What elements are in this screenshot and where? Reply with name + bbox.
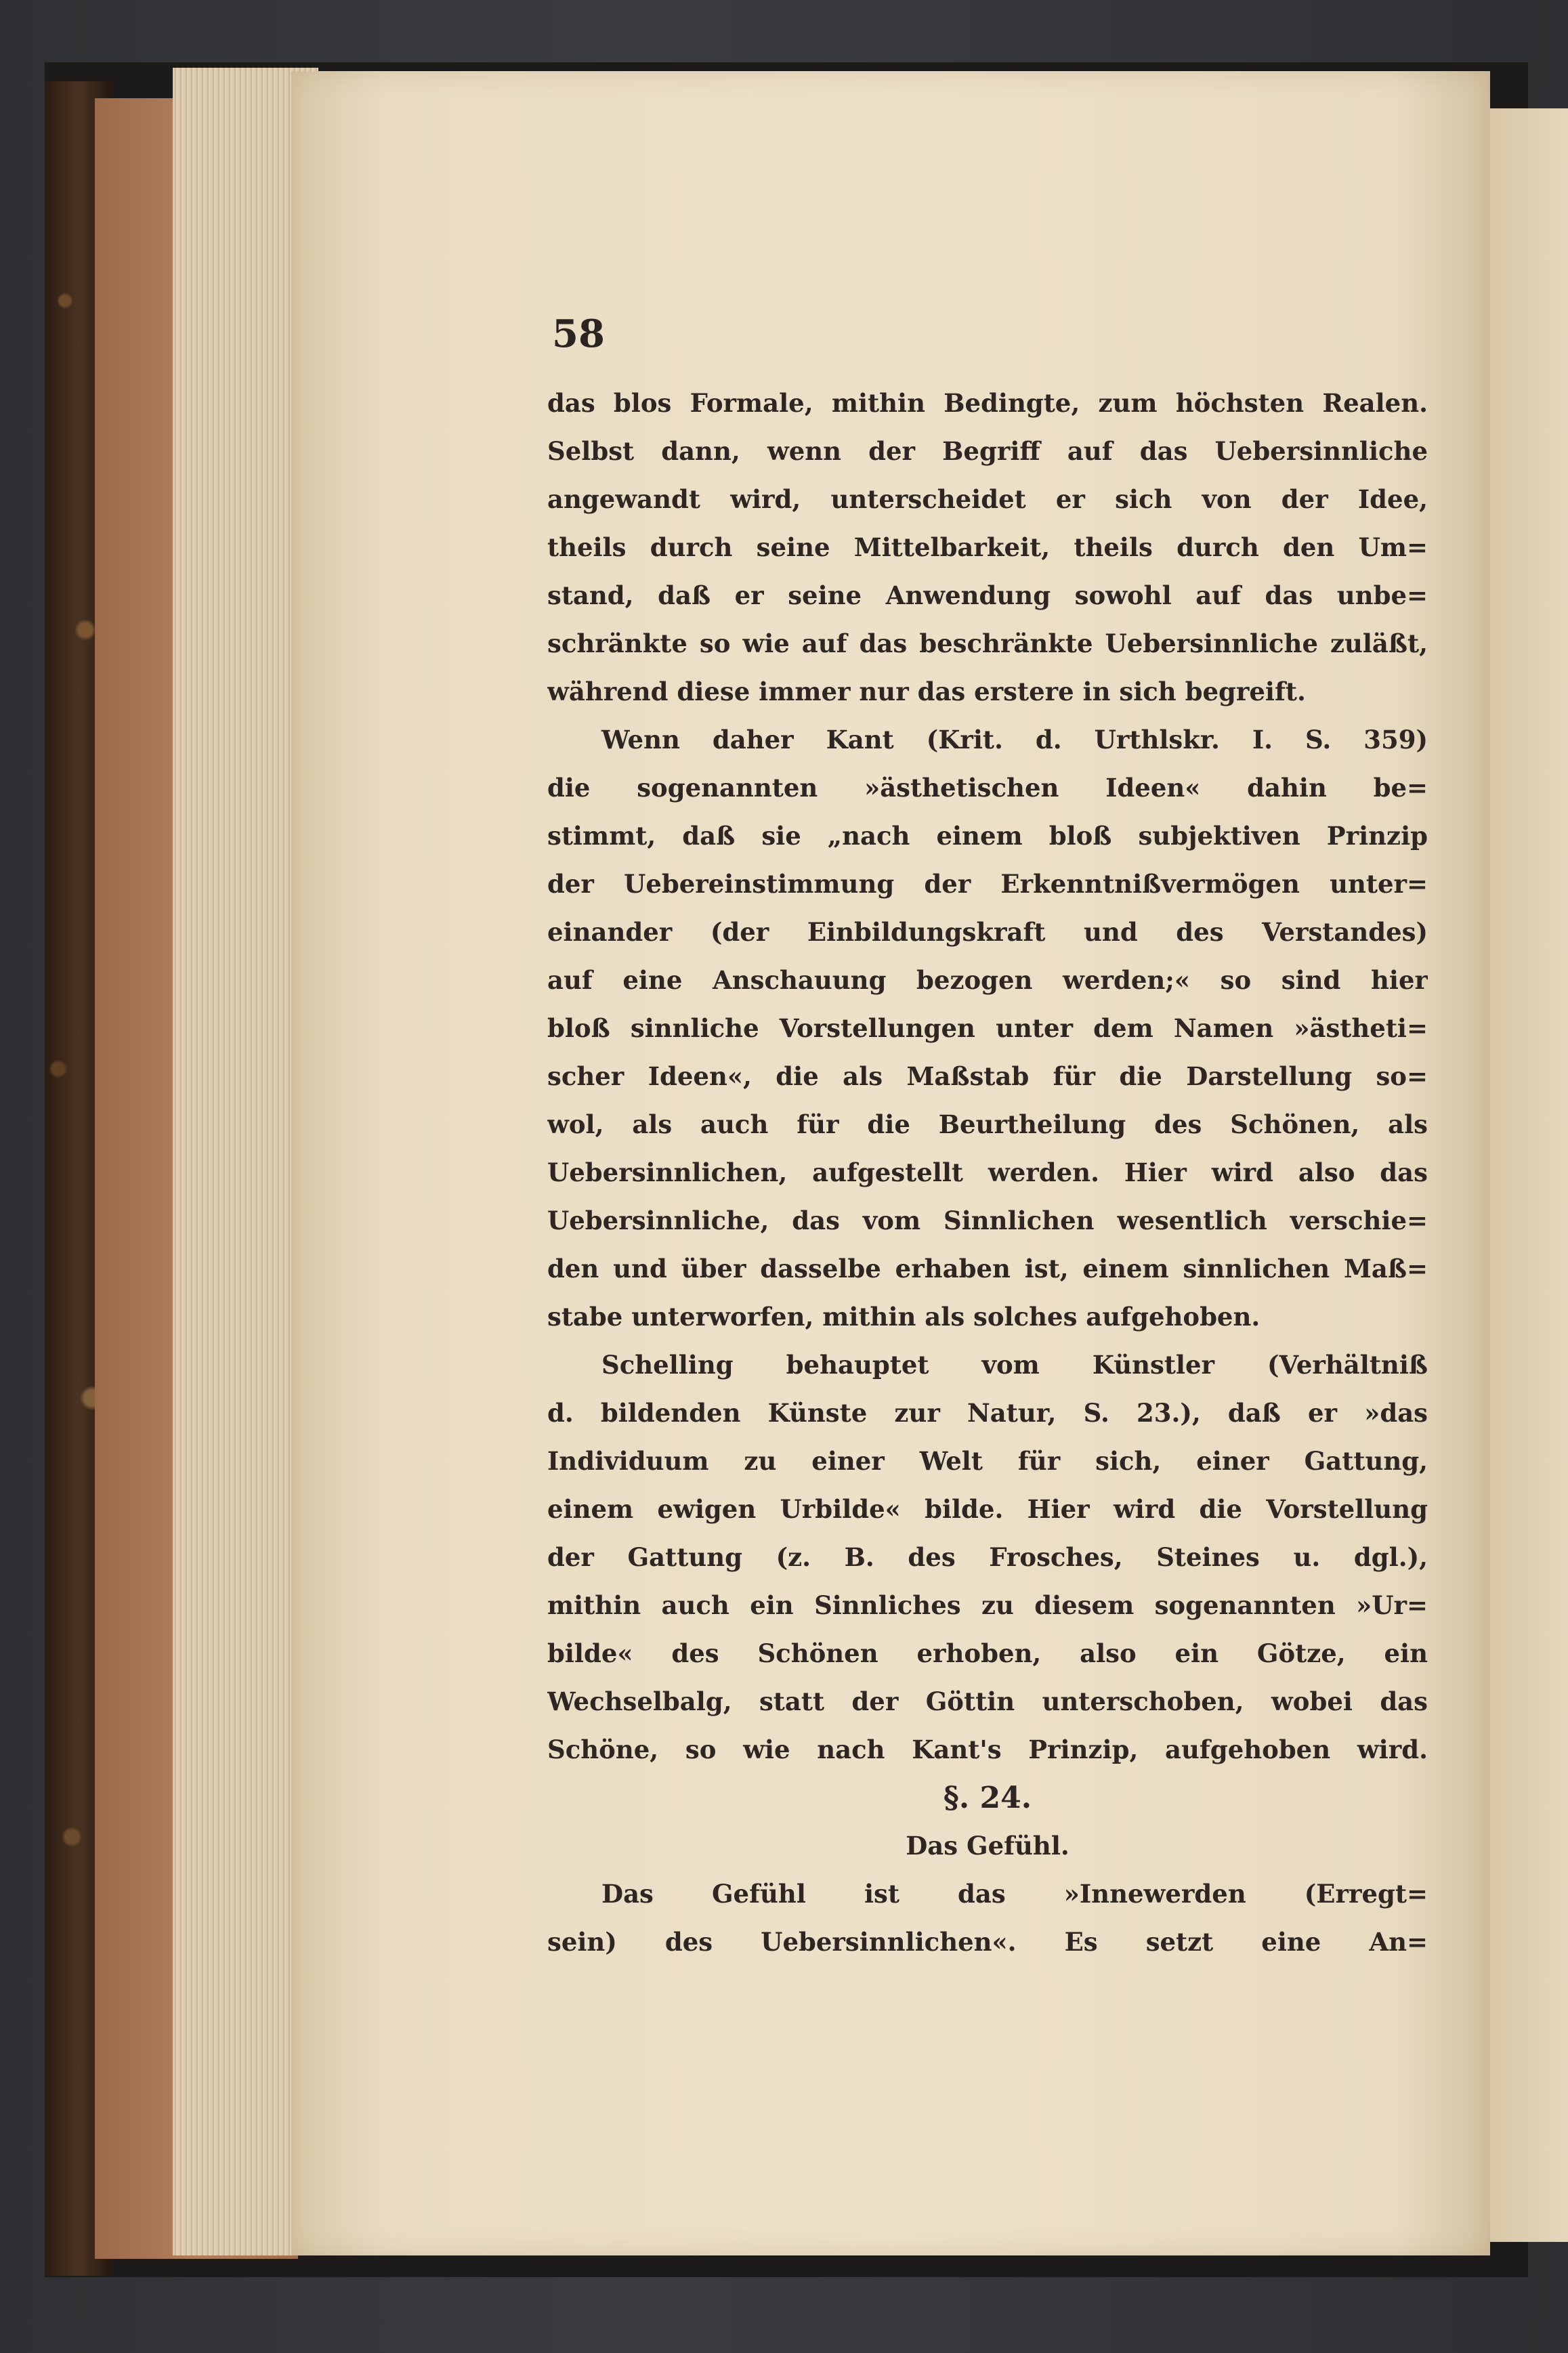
section-title: Das Gefühl. bbox=[906, 1831, 1069, 1861]
text-line: den und über dasselbe erhaben ist, einem sinnlichen Maß= bbox=[547, 1254, 1428, 1284]
text-line: das blos Formale, mithin Bedingte, zum höchsten Realen. bbox=[547, 388, 1428, 418]
text-line: Uebersinnlichen, aufgestellt werden. Hier wird also das bbox=[547, 1158, 1428, 1187]
text-line: auf eine Anschauung bezogen werden;« so sind hier bbox=[547, 965, 1428, 995]
text-line: scher Ideen«, die als Maßstab für die Darstellung so= bbox=[547, 1061, 1428, 1091]
text-line: Uebersinnliche, das vom Sinnlichen wesentlich verschie= bbox=[547, 1206, 1428, 1235]
text-line: theils durch seine Mittelbarkeit, theils durch den Um= bbox=[547, 532, 1428, 562]
text-line: d. bildenden Künste zur Natur, S. 23.), daß er »das bbox=[547, 1398, 1428, 1428]
text-line: mithin auch ein Sinnliches zu diesem sogenannten »Ur= bbox=[547, 1590, 1428, 1620]
text-line: der Gattung (z. B. des Frosches, Steines u. dgl.), bbox=[547, 1542, 1428, 1572]
text-line: bilde« des Schönen erhoben, also ein Götze, ein bbox=[547, 1638, 1428, 1668]
text-line: einem ewigen Urbilde« bilde. Hier wird die Vorstellung bbox=[547, 1494, 1428, 1524]
text-line: schränkte so wie auf das beschränkte Uebersinnliche zuläßt, bbox=[547, 629, 1428, 658]
text-line: sein) des Uebersinnlichen«. Es setzt eine An= bbox=[547, 1927, 1428, 1957]
facing-page-edge bbox=[1490, 108, 1568, 2242]
text-line: die sogenannten »ästhetischen Ideen« dahin be= bbox=[547, 773, 1428, 803]
text-line: Individuum zu einer Welt für sich, einer Gattung, bbox=[547, 1446, 1428, 1476]
section-number: §. 24. bbox=[943, 1781, 1032, 1815]
text-line: Das Gefühl ist das »Innewerden (Erregt= bbox=[601, 1879, 1428, 1909]
page-number: 58 bbox=[552, 312, 605, 356]
text-line: bloß sinnliche Vorstellungen unter dem Namen »ästheti= bbox=[547, 1013, 1428, 1043]
text-line: der Uebereinstimmung der Erkenntnißvermögen unter= bbox=[547, 869, 1428, 899]
text-line: einander (der Einbildungskraft und des Verstandes) bbox=[547, 917, 1428, 947]
text-line: Selbst dann, wenn der Begriff auf das Uebersinnliche bbox=[547, 436, 1428, 466]
text-line: Wechselbalg, statt der Göttin unterschoben, wobei das bbox=[547, 1687, 1428, 1716]
text-line: wol, als auch für die Beurtheilung des Schönen, als bbox=[547, 1109, 1428, 1139]
text-line: angewandt wird, unterscheidet er sich von der Idee, bbox=[547, 484, 1428, 514]
text-line: während diese immer nur das erstere in sich begreift. bbox=[547, 677, 1306, 706]
text-line: Schelling behauptet vom Künstler (Verhältniß bbox=[601, 1350, 1428, 1380]
text-line: stabe unterworfen, mithin als solches aufgehoben. bbox=[547, 1302, 1260, 1332]
text-line: stimmt, daß sie „nach einem bloß subjektiven Prinzip bbox=[547, 821, 1428, 851]
text-line: stand, daß er seine Anwendung sowohl auf das unbe= bbox=[547, 580, 1428, 610]
text-line: Wenn daher Kant (Krit. d. Urthlskr. I. S. 359) bbox=[601, 725, 1428, 755]
page-text bbox=[547, 379, 1428, 1966]
text-line: Schöne, so wie nach Kant's Prinzip, aufgehoben wird. bbox=[547, 1735, 1428, 1764]
